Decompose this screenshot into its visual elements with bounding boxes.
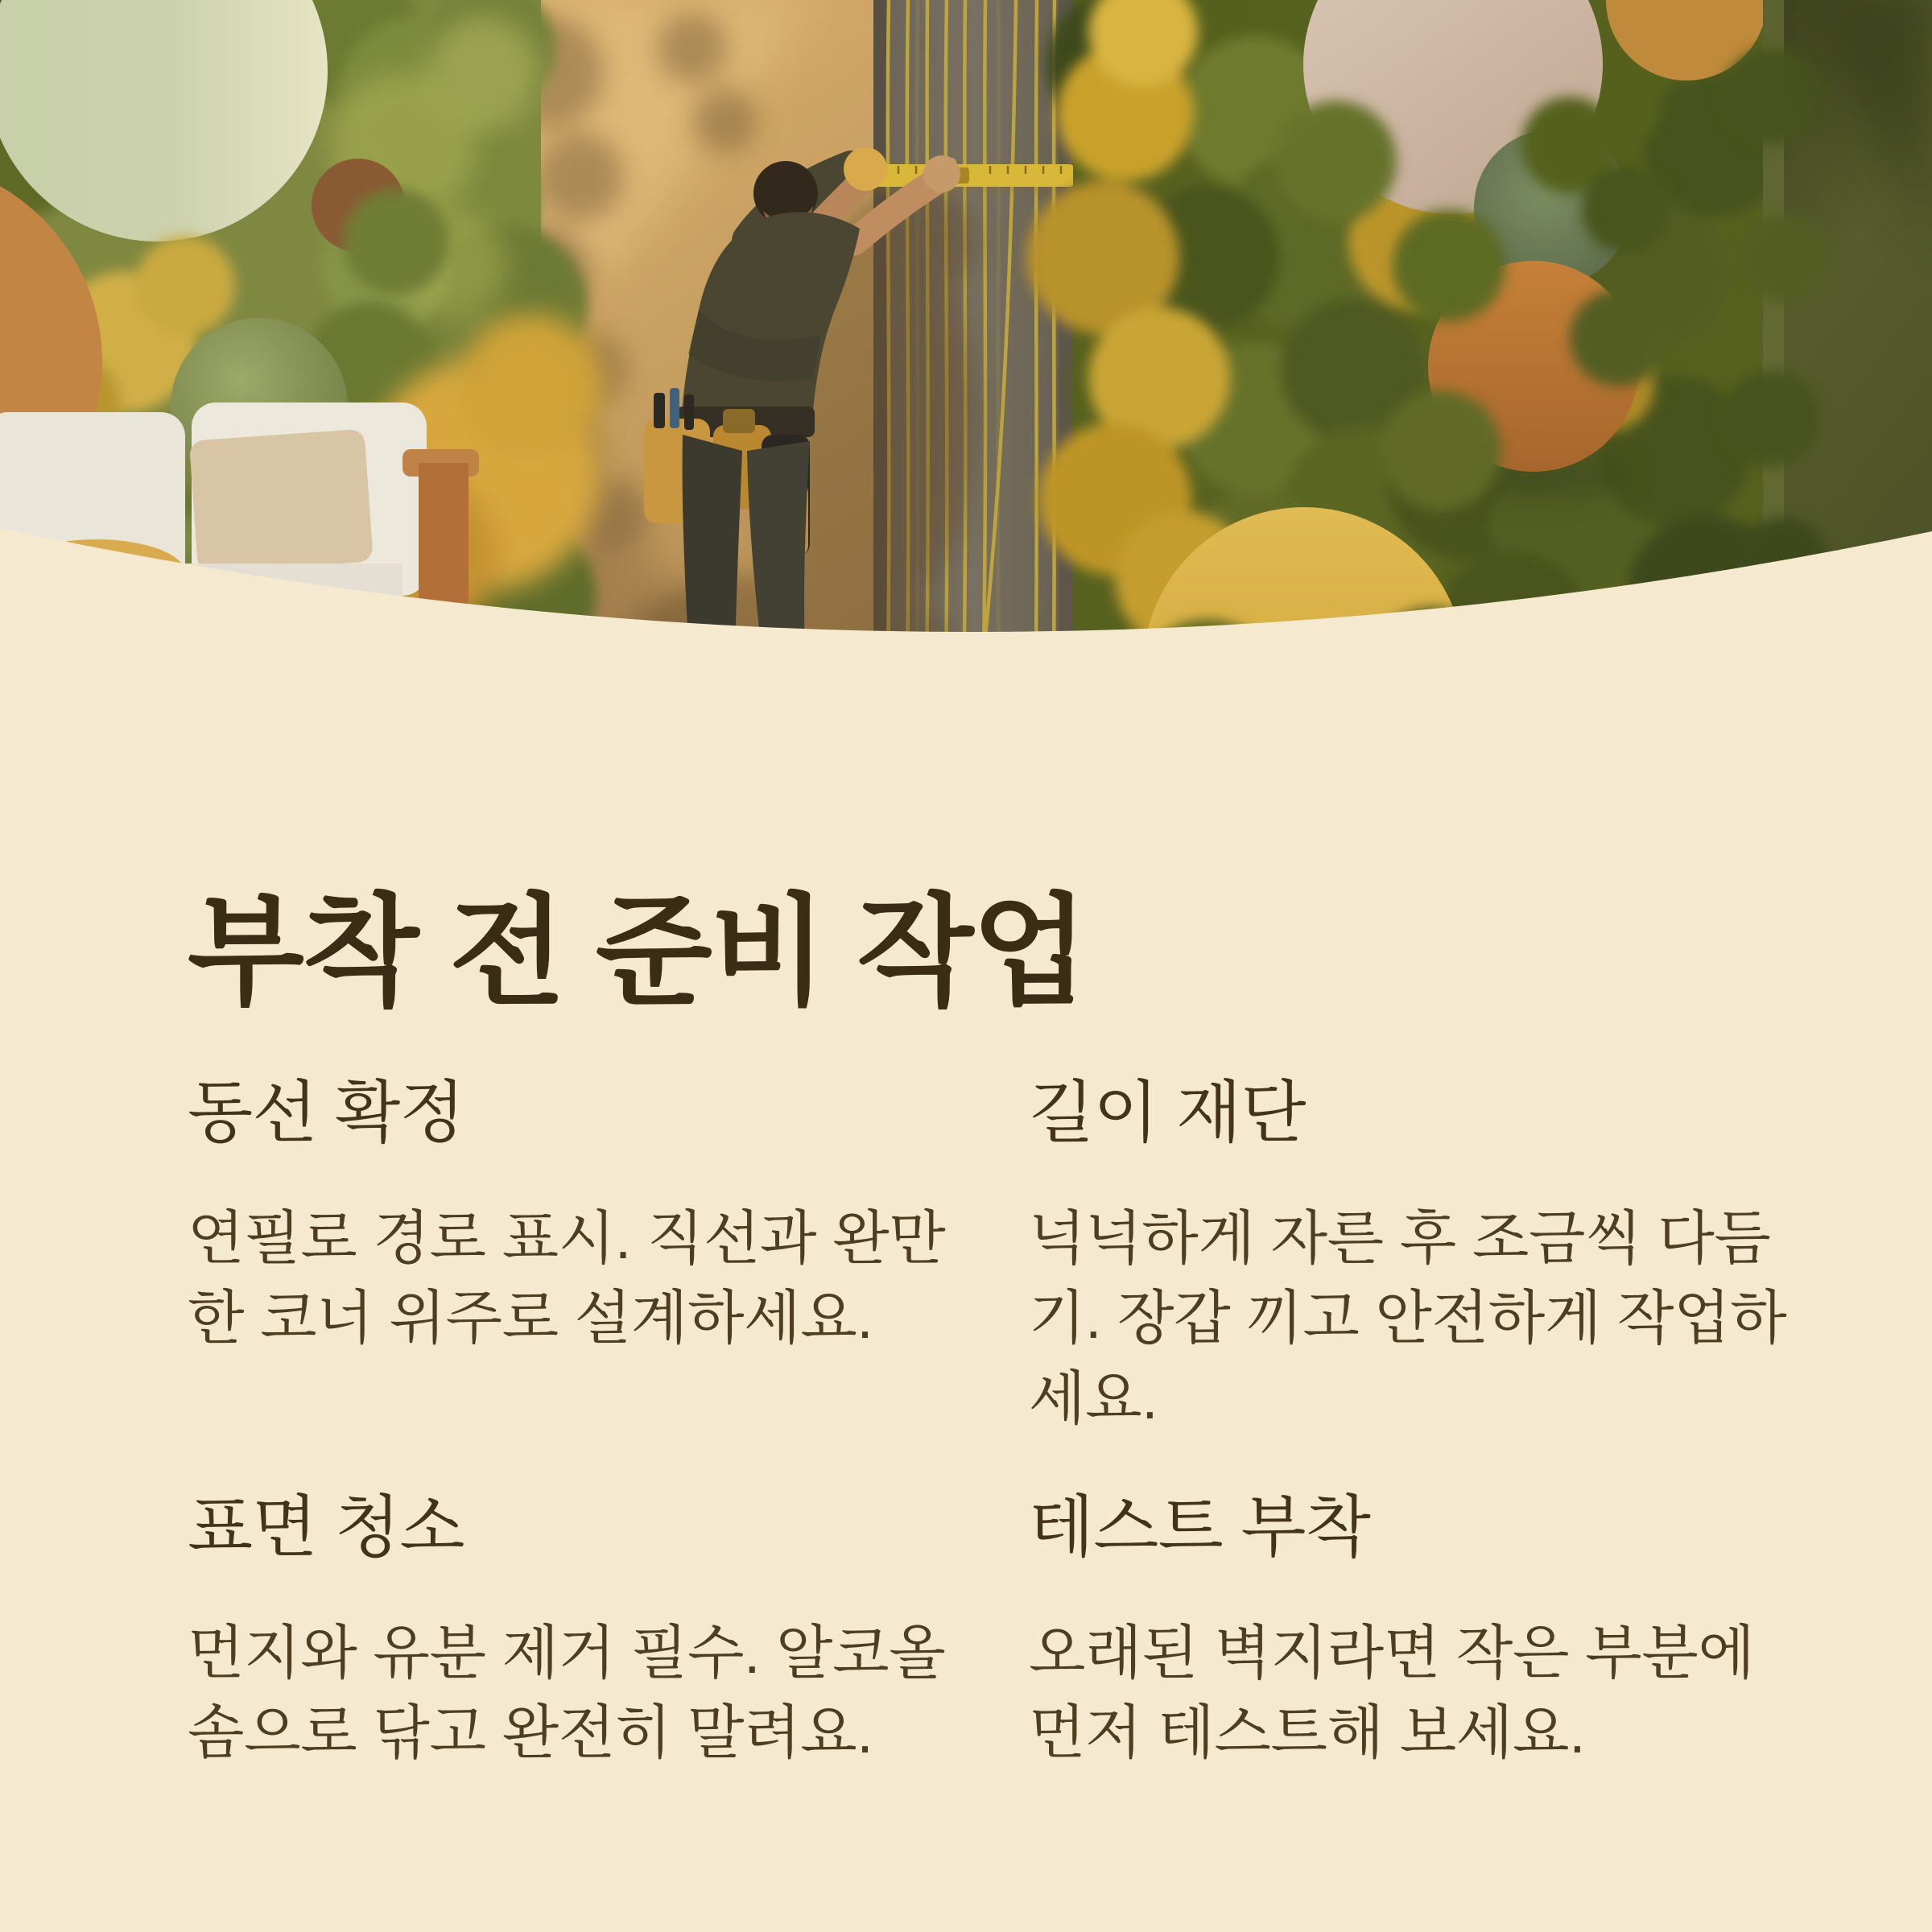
section-route <box>188 1071 952 1439</box>
section-heading: 표면 청소 <box>188 1488 464 1565</box>
section-heading: 테스트 부착 <box>1029 1488 1371 1565</box>
section-cleaning <box>188 1485 952 1773</box>
section-heading: 동선 확정 <box>188 1075 464 1150</box>
hero-photo <box>0 0 1932 741</box>
section-body: 오래된 벽지라면 작은 부분에 먼저 테스트해 보세요. <box>1029 1620 1755 1766</box>
section-heading: 길이 재단 <box>1029 1075 1306 1150</box>
section-body: 먼지와 유분 제거 필수. 알코올 솜으로 닦고 완전히 말려요. <box>188 1620 946 1766</box>
page-title: 부착 전 준비 작업 <box>188 883 1087 1019</box>
info-grid <box>188 1071 1794 1773</box>
section-body: 연필로 경로 표시. 직선과 완만한 코너 위주로 설계하세요. <box>188 1206 946 1352</box>
section-body: 넉넉하게 자른 후 조금씩 다듬기. 장갑 끼고 안전하게 작업하세요. <box>1029 1206 1787 1431</box>
section-cutting <box>1029 1071 1794 1439</box>
section-test <box>1029 1485 1794 1773</box>
